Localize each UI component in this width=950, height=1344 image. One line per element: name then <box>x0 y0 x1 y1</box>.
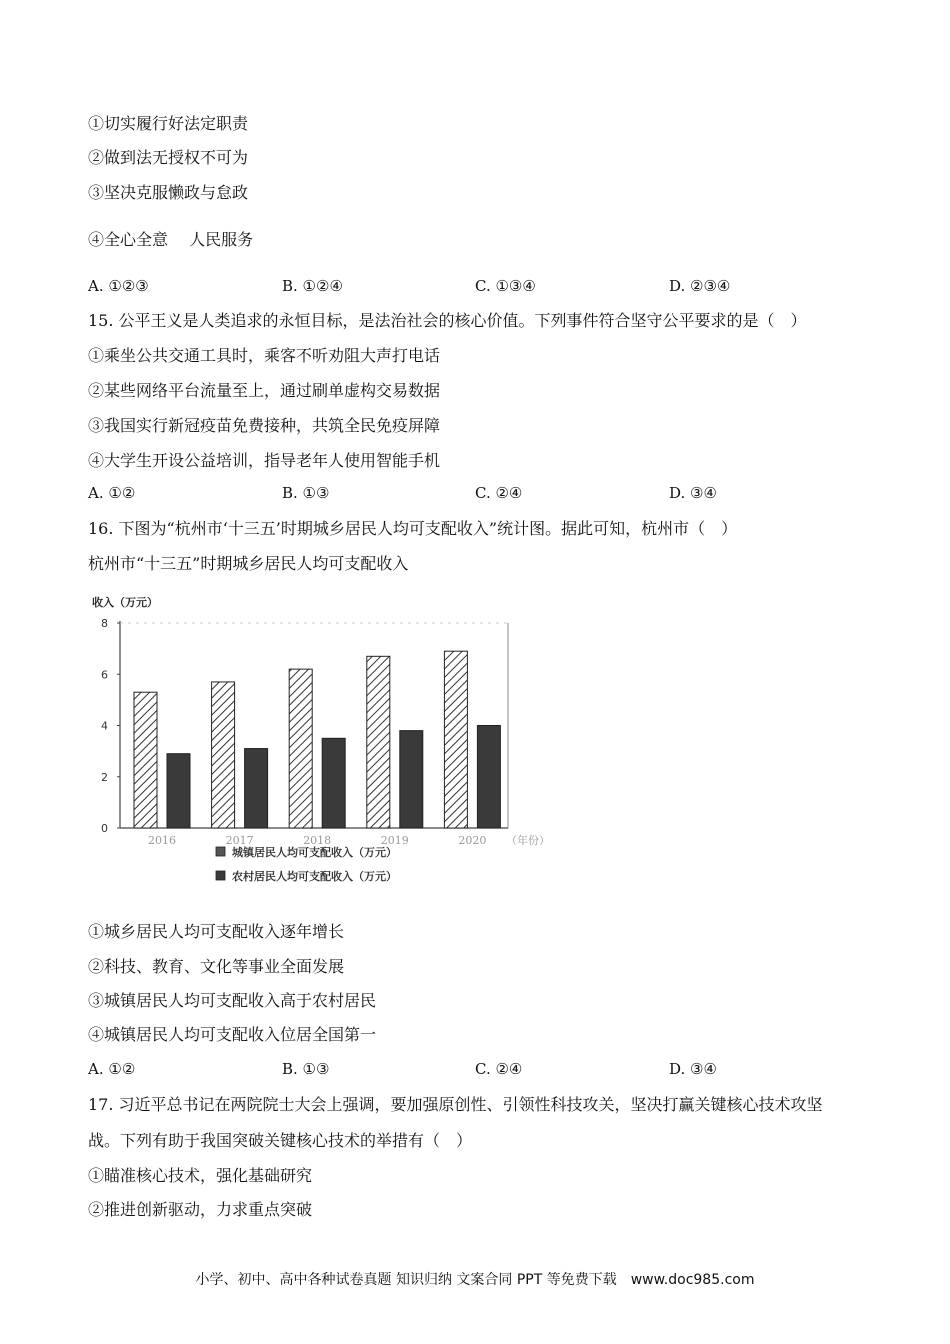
q16-option-b: B. ①③ <box>282 1060 330 1078</box>
q17-item-1: ①瞄准核心技术，强化基础研究 <box>88 1166 313 1185</box>
bar-urban-2020 <box>444 651 467 828</box>
q14-option-c: C. ①③④ <box>475 277 536 295</box>
x-tick-label: 2018 <box>303 834 332 847</box>
x-axis-label: （年份） <box>506 834 550 847</box>
q16-item-2: ②科技、教育、文化等事业全面发展 <box>88 957 345 976</box>
legend-swatch-rural <box>216 871 225 880</box>
bar-rural-2018 <box>322 738 345 828</box>
q14-option-d: D. ②③④ <box>669 277 731 295</box>
bar-urban-2019 <box>367 656 390 828</box>
q14-item-1: ①切实履行好法定职责 <box>88 114 249 133</box>
q14-item-2: ②做到法无授权不可为 <box>88 148 249 167</box>
q14-option-b: B. ①②④ <box>282 277 343 295</box>
q17-item-2: ②推进创新驱动，力求重点突破 <box>88 1200 313 1219</box>
q15-option-b: B. ①③ <box>282 484 330 502</box>
bar-urban-2018 <box>289 669 312 828</box>
q16-stem: 16. 下图为“杭州市‘十三五’时期城乡居民人均可支配收入”统计图。据此可知，杭州市（ ） <box>88 519 738 538</box>
q15-stem: 15. 公平王义是人类追求的永恒目标，是法治社会的核心价值。下列事件符合坚守公平要求的是（ ） <box>88 311 807 330</box>
bar-rural-2020 <box>477 726 500 829</box>
legend-label-rural: 农村居民人均可支配收入（万元） <box>232 870 397 883</box>
q14-item-3: ③坚决克服懒政与怠政 <box>88 183 249 202</box>
q16-option-a: A. ①② <box>88 1060 136 1078</box>
page-footer: 小学、初中、高中各种试卷真题 知识归纳 文案合同 PPT 等免费下载 www.doc985.com <box>195 1272 755 1288</box>
q16-option-c: C. ②④ <box>475 1060 523 1078</box>
q15-item-2: ②某些网络平台流量至上，通过刷单虚构交易数据 <box>88 381 441 400</box>
q16-item-4: ④城镇居民人均可支配收入位居全国第一 <box>88 1025 377 1044</box>
q15-option-d: D. ③④ <box>669 484 717 502</box>
legend-label-urban: 城镇居民人均可支配收入（万元） <box>232 846 397 859</box>
q16-item-3: ③城镇居民人均可支配收入高于农村居民 <box>88 991 377 1010</box>
chart-svg <box>88 592 558 897</box>
q14-options <box>88 277 848 297</box>
y-tick-label: 2 <box>101 770 108 784</box>
q17-stem-line-1: 17. 习近平总书记在两院院士大会上强调，要加强原创性、引领性科技攻关，坚决打赢关键核心技术攻坚 <box>88 1095 823 1114</box>
x-tick-label: 2019 <box>380 834 409 847</box>
q15-option-c: C. ②④ <box>475 484 523 502</box>
bar-urban-2016 <box>134 692 157 828</box>
y-tick-label: 6 <box>101 668 108 682</box>
bar-rural-2017 <box>245 749 268 828</box>
q15-item-3: ③我国实行新冠疫苗免费接种，共筑全民免疫屏障 <box>88 416 441 435</box>
q16-options <box>88 1060 848 1080</box>
x-tick-label: 2020 <box>458 834 487 847</box>
x-tick-label: 2016 <box>148 834 176 847</box>
q17-stem-line-2: 战。下列有助于我国突破关键核心技术的举措有（ ） <box>88 1131 473 1150</box>
q15-option-a: A. ①② <box>88 484 136 502</box>
y-axis-label: 收入（万元） <box>92 596 158 609</box>
legend-swatch-urban <box>216 847 225 856</box>
q16-item-1: ①城乡居民人均可支配收入逐年增长 <box>88 922 345 941</box>
q15-options <box>88 484 848 504</box>
q16-option-d: D. ③④ <box>669 1060 717 1078</box>
bar-urban-2017 <box>212 682 235 828</box>
x-tick-label: 2017 <box>225 834 254 847</box>
bar-rural-2016 <box>167 754 190 828</box>
y-tick-label: 8 <box>101 617 108 630</box>
q15-item-4: ④大学生开设公益培训，指导老年人使用智能手机 <box>88 451 441 470</box>
bar-rural-2019 <box>400 731 423 828</box>
q14-option-a: A. ①②③ <box>88 277 149 295</box>
q15-item-1: ①乘坐公共交通工具时，乘客不听劝阻大声打电话 <box>88 346 441 365</box>
income-bar-chart <box>88 592 558 897</box>
q14-item-4: ④全心全意 人民服务 <box>88 230 254 249</box>
y-tick-label: 4 <box>101 719 108 733</box>
y-tick-label: 0 <box>101 822 108 835</box>
q16-chart-caption: 杭州市“十三五”时期城乡居民人均可支配收入 <box>88 554 409 573</box>
